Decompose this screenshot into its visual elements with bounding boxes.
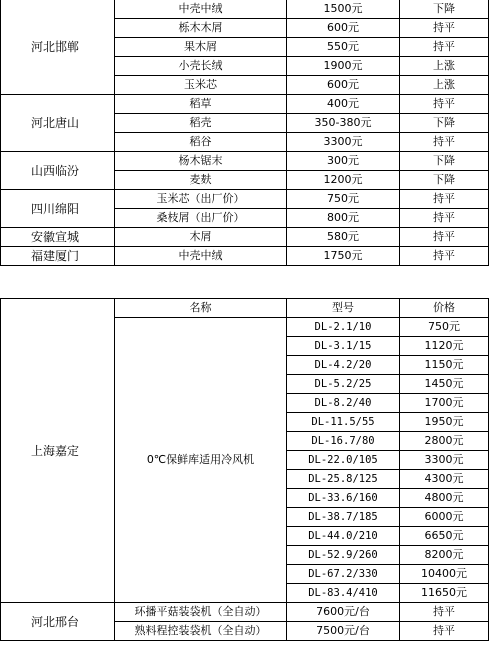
- region-cell: 福建厦门: [1, 247, 115, 266]
- table-row: [1, 0, 489, 19]
- model-cell: DL-38.7/185: [287, 508, 400, 527]
- table-separator: [0, 279, 489, 296]
- trend-cell: 下降: [400, 171, 489, 190]
- price-cell: 1950元: [400, 413, 489, 432]
- model-cell: DL-52.9/260: [287, 546, 400, 565]
- table-row: [1, 152, 489, 171]
- trend-cell: 持平: [400, 38, 489, 57]
- price-cell: 600元: [287, 76, 400, 95]
- price-cell: 3300元: [400, 451, 489, 470]
- model-cell: DL-33.6/160: [287, 489, 400, 508]
- product-cell: 中壳中绒: [115, 247, 287, 266]
- price-cell: 550元: [287, 38, 400, 57]
- header-name: 名称: [115, 299, 287, 318]
- price-cell: 1500元: [287, 0, 400, 19]
- trend-cell: 下降: [400, 152, 489, 171]
- price-cell: 1750元: [287, 247, 400, 266]
- price-cell: 600元: [287, 19, 400, 38]
- model-cell: DL-83.4/410: [287, 584, 400, 603]
- trend-cell: 持平: [400, 19, 489, 38]
- trend-cell: 下降: [400, 114, 489, 133]
- model-cell: DL-3.1/15: [287, 337, 400, 356]
- trend-cell: 持平: [400, 247, 489, 266]
- region-cell: 上海嘉定: [1, 299, 115, 603]
- product-cell: 稻壳: [115, 114, 287, 133]
- product-cell: 玉米芯: [115, 76, 287, 95]
- price-cell: 750元: [287, 190, 400, 209]
- trend-cell: 持平: [400, 622, 489, 641]
- price-cell: 1200元: [287, 171, 400, 190]
- product-cell: 0℃保鲜库适用冷风机: [115, 318, 287, 603]
- region-cell: 四川绵阳: [1, 190, 115, 228]
- product-cell: 中壳中绒: [115, 0, 287, 19]
- price-cell: 4300元: [400, 470, 489, 489]
- table-row: [1, 603, 489, 622]
- equipment-price-table: [0, 298, 489, 641]
- trend-cell: 持平: [400, 190, 489, 209]
- product-cell: 玉米芯（出厂价）: [115, 190, 287, 209]
- table-row: [1, 190, 489, 209]
- model-cell: DL-67.2/330: [287, 565, 400, 584]
- region-cell: 河北唐山: [1, 95, 115, 152]
- trend-cell: 持平: [400, 95, 489, 114]
- model-cell: DL-11.5/55: [287, 413, 400, 432]
- header-price: 价格: [400, 299, 489, 318]
- product-cell: 木屑: [115, 228, 287, 247]
- product-cell: 稻草: [115, 95, 287, 114]
- price-cell: 300元: [287, 152, 400, 171]
- product-cell: 熟料程控装袋机（全自动）: [115, 622, 287, 641]
- product-cell: 环播平菇装袋机（全自动）: [115, 603, 287, 622]
- market-price-table: [0, 0, 489, 266]
- price-cell: 10400元: [400, 565, 489, 584]
- model-cell: DL-8.2/40: [287, 394, 400, 413]
- trend-cell: 下降: [400, 0, 489, 19]
- product-cell: 杨木锯末: [115, 152, 287, 171]
- price-cell: 1120元: [400, 337, 489, 356]
- trend-cell: 上涨: [400, 76, 489, 95]
- model-cell: DL-5.2/25: [287, 375, 400, 394]
- model-cell: DL-16.7/80: [287, 432, 400, 451]
- price-cell: 1700元: [400, 394, 489, 413]
- region-cell: 安徽宣城: [1, 228, 115, 247]
- price-cell: 7600元/台: [287, 603, 400, 622]
- region-cell: 河北邢台: [1, 603, 115, 641]
- table-row: [1, 247, 489, 266]
- product-cell: 稻谷: [115, 133, 287, 152]
- price-cell: 750元: [400, 318, 489, 337]
- product-cell: 小壳长绒: [115, 57, 287, 76]
- price-cell: 4800元: [400, 489, 489, 508]
- price-cell: 6000元: [400, 508, 489, 527]
- table-row: [1, 228, 489, 247]
- price-cell: 2800元: [400, 432, 489, 451]
- price-cell: 800元: [287, 209, 400, 228]
- price-cell: 3300元: [287, 133, 400, 152]
- product-cell: 麦麸: [115, 171, 287, 190]
- price-cell: 350-380元: [287, 114, 400, 133]
- price-cell: 580元: [287, 228, 400, 247]
- product-cell: 桑枝屑（出厂价）: [115, 209, 287, 228]
- price-cell: 1150元: [400, 356, 489, 375]
- price-cell: 1450元: [400, 375, 489, 394]
- header-model: 型号: [287, 299, 400, 318]
- table-header-row: [1, 299, 489, 318]
- price-cell: 400元: [287, 95, 400, 114]
- trend-cell: 持平: [400, 228, 489, 247]
- model-cell: DL-4.2/20: [287, 356, 400, 375]
- price-cell: 7500元/台: [287, 622, 400, 641]
- price-cell: 11650元: [400, 584, 489, 603]
- trend-cell: 持平: [400, 133, 489, 152]
- model-cell: DL-22.0/105: [287, 451, 400, 470]
- trend-cell: 持平: [400, 209, 489, 228]
- region-cell: 河北邯郸: [1, 0, 115, 95]
- price-cell: 6650元: [400, 527, 489, 546]
- price-cell: 1900元: [287, 57, 400, 76]
- model-cell: DL-44.0/210: [287, 527, 400, 546]
- product-cell: 栎木木屑: [115, 19, 287, 38]
- trend-cell: 持平: [400, 603, 489, 622]
- price-cell: 8200元: [400, 546, 489, 565]
- model-cell: DL-2.1/10: [287, 318, 400, 337]
- model-cell: DL-25.8/125: [287, 470, 400, 489]
- table-row: [1, 95, 489, 114]
- product-cell: 果木屑: [115, 38, 287, 57]
- trend-cell: 上涨: [400, 57, 489, 76]
- region-cell: 山西临汾: [1, 152, 115, 190]
